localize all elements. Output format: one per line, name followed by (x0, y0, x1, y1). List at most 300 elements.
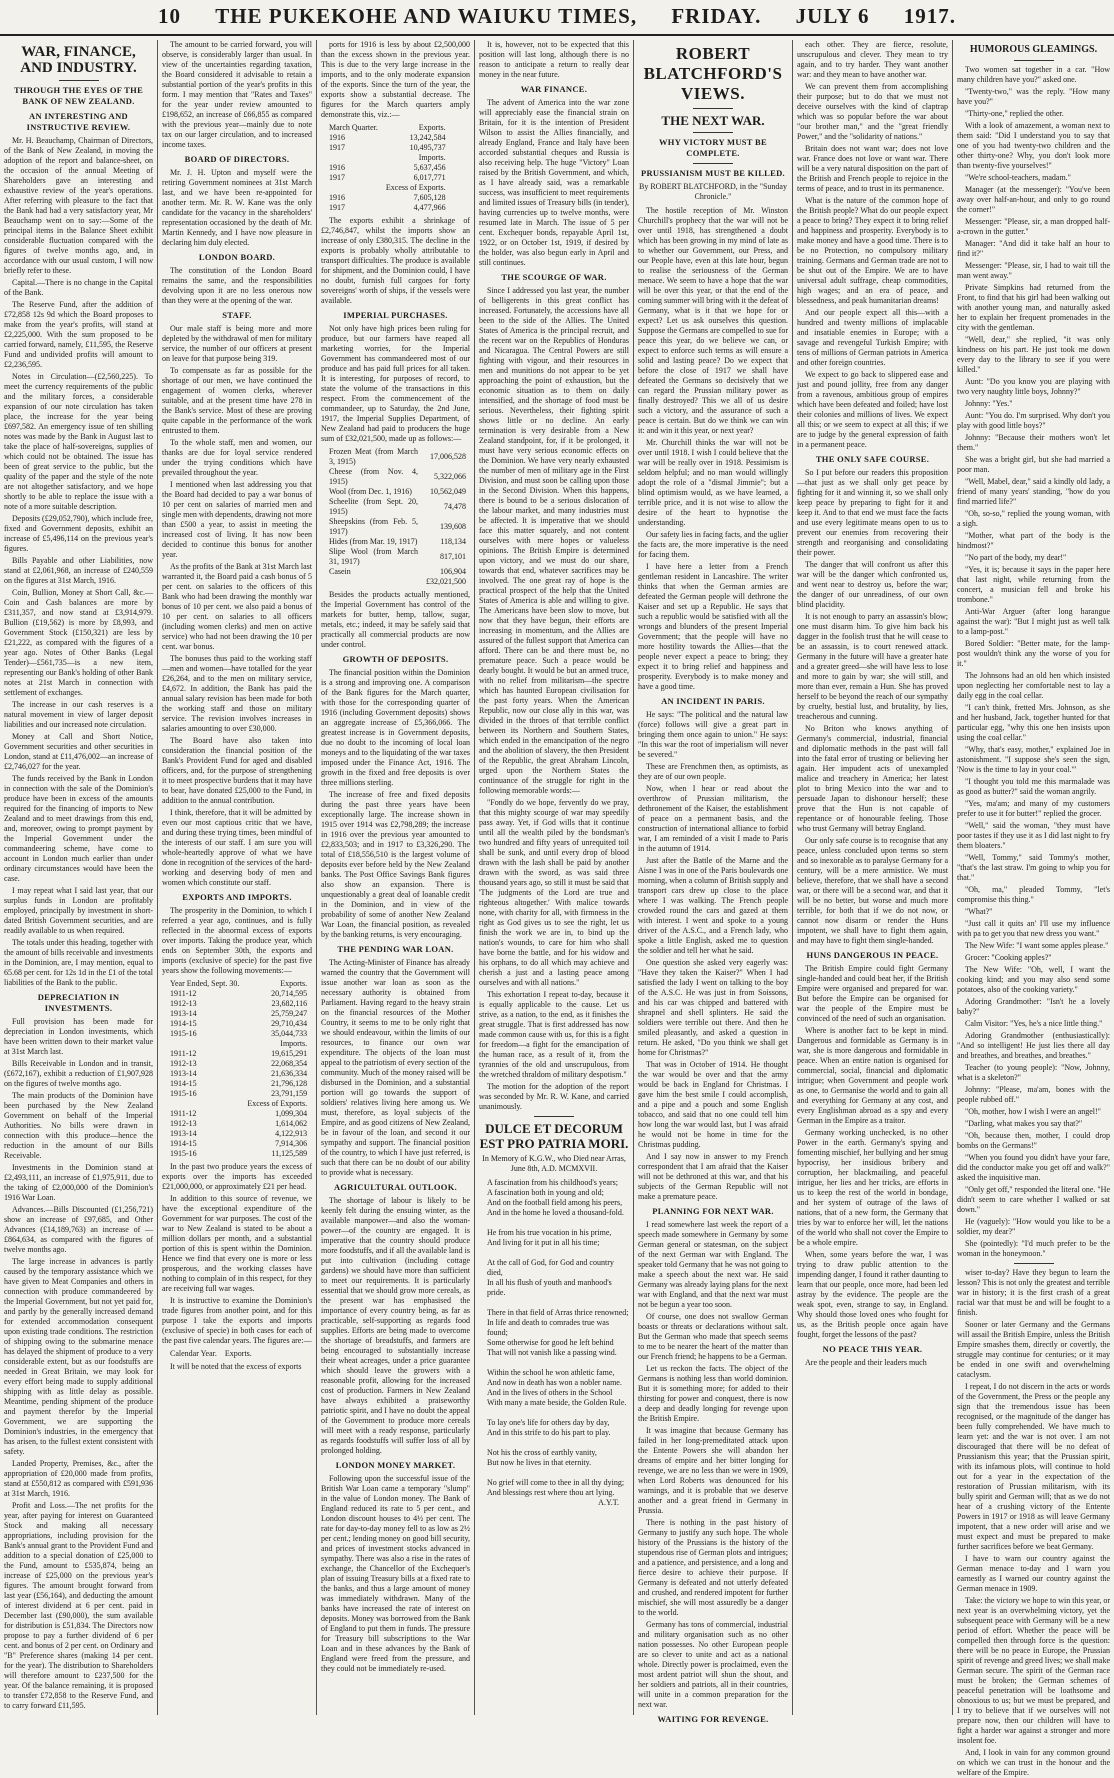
divider (693, 132, 733, 133)
table-header: March Quarter. (329, 123, 378, 132)
table-row (325, 537, 470, 547)
paragraph: The Reserve Fund, after the addition of £72,858 12s 9d which the Board proposes to make from the year's profits, will stand at £2,225,000. With the sum proposed to be carried forward, namely, £11,595, the Reserve Fund and undivided profits will amount to £2,236,595. (4, 300, 153, 369)
table-row (166, 989, 311, 999)
table-cell: 20,714,595 (271, 989, 308, 998)
poem-stanza-break (487, 1408, 629, 1418)
table-cell: 74,478 (444, 502, 466, 511)
paragraph: Landed Property, Premises, &c., after the appropriation of £20,000 made from profits, stand at £550,812 as compared with £591,936 at 31st March, 1916. (4, 1459, 153, 1498)
joke-paragraph: "Oh, ma," pleaded Tommy, "let's compromise this thing." (957, 885, 1110, 904)
paragraph: Coin, Bullion, Money at Short Call, &c.—Coin and Cash balances are more by £311,357, and now stand at £3,914,979. Bullion (£19,562) is more by £8,993, and Government Stock (£150,321) are less by £21,222, as compared with the figures of a year ago. Notes of Other Banks (Legal Tender)—£561,735—is a new item, representing our Bank's holding of other Bank notes at 21st March in connection with settlement of exchanges. (4, 588, 153, 697)
table-row (166, 1059, 311, 1069)
paragraph: Mr. H. Beauchamp, Chairman of Directors, of the Bank of New Zealand, in moving the adoption of the report and balance-sheet, on the occasion of the annual Meeting of Shareholders gave an interesting and exhaustive review of the year's operations. After referring with pleasure to the fact that the Bank had had a very satisfactory year, Mr Beauchamp went on to say:—Some of the principal items in the Balance Sheet exhibit considerable fluctuation compared with the figures of twelve months ago, and, in accordance with our usual custom, I will now briefly refer to these. (4, 136, 153, 275)
paragraph: When, some years before the war, I was trying to draw public attention to the impending danger, I found it rather daunting to learn that our people, once more, had been led astray by the evidence. The people are the weak spot, even, strange to say, in England. Why should those loved ones who fought for us, as the British people once again have fought, forget the lessons of the past? (797, 1250, 948, 1339)
section-heading: NO PEACE THIS YEAR. (822, 1344, 923, 1354)
joke-paragraph: "Why, that's easy, mother," explained Joe in astonishment. "I suppose she's seen the sign, 'Now is the time to lay in your coal.'" (957, 745, 1110, 774)
poem-line: At the call of God, for God and country died, (487, 1258, 614, 1277)
table-cell: 4,477,966 (413, 203, 446, 212)
table-row (325, 133, 450, 143)
section-heading: THE ONLY SAFE COURSE. (815, 454, 930, 464)
joke-paragraph: She (pointedly): "I'd much prefer to be the woman in the honeymoon." (957, 1239, 1110, 1258)
section-heading: PLANNING FOR NEXT WAR. (652, 1206, 774, 1216)
divider (534, 1116, 574, 1117)
paragraph: One question she asked very eagerly was: "Have they taken the Kaiser?" When I had satisfied the lady I went on talking to the boy of the A.S.C. He was just in from Soissons, and his car was chipped and battered with shrapnel and shell splinters. He said the soldiers were terrible out there. And then he smiled pleasantly, and asked a question in return. He asked, "Do you think we shall get home for Christmas?" (638, 958, 788, 1057)
table-row (166, 1089, 311, 1099)
section-heading: AN INCIDENT IN PARIS. (661, 696, 765, 706)
paragraph: Notes in Circulation—(£2,560,225). To meet the currency requirements of the public and the military forces, a considerable expansion of our note circulation has taken place, the increase for the year being £697,582. An emergency issue of ten shilling notes was made by the Bank in August last to take the place of half-sovereigns, supplies of which could not be obtained. The issue has been of great service to the public, but the quality of the paper and the style of the note are not altogether satisfactory, and we hope shortly to be able to replace the issue with a note of a more suitable description. (4, 372, 153, 511)
exports-table (166, 979, 311, 1159)
joke-paragraph: "What?" (965, 907, 993, 916)
subheadline: PRUSSIANISM MUST BE KILLED. (641, 168, 785, 178)
poem-line: No grief will come to thee in all thy dying; (487, 1478, 625, 1487)
section-heading: GROWTH OF DEPOSITS. (342, 654, 449, 664)
paragraph: I read somewhere last week the report of a speech made somewhere in Germany by some German general or statesman, on the subject of the next German war with England. The speaker told Germany that he was not going to make a speech about the next war. He said Germany was already laying plans for the next war with England, and that the next war must not be begun a year too soon. (638, 1220, 788, 1309)
joke-paragraph: "I can't think, fretted Mrs. Johnson, as she and her husband, Jack, together hunted for that particular egg, "why this one hen insists upon using the coal cellar." (957, 703, 1110, 742)
table-header: Excess of Exports. (385, 183, 446, 192)
paragraph: The British Empire could fight Germany single-handed and could beat her, if the British Empire were organised and prepared for war. But before the Empire can be organised for war the people of the Empire must be convinced of the need of such an organisation. (797, 964, 948, 1023)
table-row (325, 163, 450, 173)
joke-paragraph: The New Wife: "I want some apples please." (965, 941, 1109, 950)
table-cell: 1,614,062 (275, 1119, 308, 1128)
joke-paragraph: "Darling, what makes you say that?" (965, 1119, 1083, 1128)
masthead (0, 0, 1114, 36)
table-cell: 1912-13 (170, 1119, 197, 1128)
paragraph: Bills Payable and other Liabilities, now stand at £2,061,968, an increase of £240,559 on the figures at 31st March, 1916. (4, 556, 153, 585)
paragraph: The exports exhibit a shrinkage of £2,746,847, whilst the imports show an increase of only £380,315. The decline in the exports is probably wholly attributable to transport difficulties. The produce is available for shipment, and the Dominion could, I have no doubt, furnish full cargoes for forty sovereigns' worth of ships, if the vessels were available. (321, 216, 470, 305)
paragraph: In addition to this source of revenue, we have the exceptional expenditure of the Government for war purposes. The cost of the war to New Zealand is stated to be about a million dollars per month, and a substantial portion of this is spent within the Dominion. Hence we find that every one is more or less prosperous, and the working classes have nothing to complain of in this respect, for they are receiving full war wages. (162, 1194, 312, 1293)
table-row (325, 567, 470, 577)
joke-paragraph: Grocer: "Cooking apples?" (965, 953, 1052, 962)
poem-stanza-break (487, 1248, 629, 1258)
table-header: Imports. (280, 1039, 308, 1048)
paragraph: The motion for the adoption of the report was seconded by Mr. R. W. Kane, and carried unanimously. (479, 1082, 629, 1111)
paragraph: And our people expect all this—with a hundred and twenty millions of implacable and insatiable enemies in Europe; with a savage and revengeful Turkish Empire; with tens of millions of German patriots in America and other foreign countries. (797, 308, 948, 367)
paragraph: And I say now in answer to my French correspondent that I am afraid that the Kaiser will not be dethroned at this war, and that his subjects of the German Republic will not make a premature peace. (638, 1152, 788, 1201)
poem-stanza-break (487, 1218, 629, 1228)
joke-paragraph: The Johnsons had an old hen which insisted upon neglecting her comfortable nest to lay a daily egg in the coal cellar. (957, 671, 1110, 700)
table-cell: 1914-15 (170, 1019, 197, 1028)
table-cell: 10,495,737 (409, 143, 446, 152)
table-cell: Wool (from Dec. 1, 1916) (329, 487, 412, 496)
table-header: Exports. (224, 1349, 252, 1358)
column-rule (633, 40, 634, 1715)
table-cell: 1915-16 (170, 1089, 197, 1098)
paragraph: These are Frenchmen then, as optimists, as they are of our own people. (638, 762, 788, 781)
headline-blatchford: ROBERT BLATCHFORD'S VIEWS. (643, 44, 783, 103)
column-1 (4, 40, 153, 1715)
poem-line: With many a mate beside, the Golden Rule. (487, 1398, 627, 1407)
paragraph: It will be noted that the excess of exports (170, 1362, 302, 1371)
joke-paragraph: "Just call it quits an' I'll use my influence with pa to get you that new dress you want." (957, 919, 1110, 938)
table-cell: Scheelite (from Sept. 20, 1915) (329, 497, 418, 516)
poem-stanza-break (487, 1298, 629, 1308)
headline-humorous: HUMOROUS GLEAMINGS. (969, 44, 1098, 55)
joke-paragraph: Aunt: "Do you know you are playing with two very naughty little boys, Johnny?" (957, 377, 1110, 396)
column-6 (797, 40, 948, 1715)
section-heading: AGRICULTURAL OUTLOOK. (333, 1182, 458, 1192)
paragraph: Not only have high prices been ruling for produce, but our farmers have reaped all marketing worries, for the Imperial Government has commandeered most of our produce and has paid full prices for all taken. It is interesting, for purposes of record, to state the volume of the transactions in this respect. From the commencement of the commandeer, up to Saturday, the 2nd June, 1917, the Imperial Supplies Department, of New Zealand had paid to producers the huge sum of £32,021,500, made up as follows:— (321, 324, 470, 443)
table-row (166, 1069, 311, 1079)
paragraph: I have here a letter from a French gentleman resident in Lancashire. The writer thinks that when the German armies are defeated the German people will dethrone the Kaiser and set up a Republic. He says that such a republic would be satisfied with all the wrongs and blunders of the present Imperial Government; that the people will have no more hostility towards the Allies—that the people never expect a peace to bring; they expect it to bring relief and happiness and prosperity. Everybody is to make money and have a good time. (638, 562, 788, 691)
paragraph: Since I addressed you last year, the number of belligerents in this great conflict has increased. Fortunately, the accessions have all been to the side of the Allies. The United States of America is the principal recruit, and the recent war on the Republics of Honduras and Nicaragua. The Central Powers are still fighting with vigour, and their resources in men and munitions do not appear to be yet approaching the point of exhaustion, but the economic situation as to them on daily intensified, and the shortage of food must be serious. Nevertheless, their fighting spirit shows little or no decline. An early termination is very desirable from a New Zealand standpoint, for, if it be prolonged, it must have very serious economic effects on the Dominion. We have very nearly exhausted the number of men of military age in the First Division, and must soon be calling upon those in the Second Division. When this happens, there is bound to be a serious dislocation of the labour market, and many industries must be affected. It is imperative that we should face this matter squarely, and not content ourselves with mere hopes or valueless opinions. The British Empire is determined upon victory, and we must do our share, towards that end, whatever sacrifices may be involved. The one great ray of hope is the practical prospect of the help that the United States of America is able and willing to give. The Americans have been slow to move, but now that they have begun, their efforts are increasing in momentum, and the Allies are assured of the fullest support that America can afford. There can be and there must be, no premature peace. Such a peace would be dearly bought. It would be but an armed truce, with no relief from militarism—the spectre which has haunted European civilisation for the past forty years. When the American Republic, now our close ally in this war, was divided in the throes of that terrible conflict between its Northern and Southern States, which ended in the emancipation of the negro and the abolition of slavery, the then President of the Republic, the great Abraham Lincoln, urged upon the Northern States the continuance of the struggle for right in the following memorable words:— (479, 286, 629, 795)
table-cell: 1914-15 (170, 1139, 197, 1148)
paragraph: I have to warn our country against the German menace to-day and I warn you earnestly as I warned our country against the German menace in 1909. (957, 1554, 1110, 1593)
divider (693, 163, 733, 164)
table-cell: Sheepskins (from Feb. 5, 1917) (329, 517, 418, 536)
joke-paragraph: Manager (at the messenger): "You've been away over half-an-hour, and only to go round the corner!" (957, 185, 1110, 214)
table-row (325, 487, 470, 497)
joke-paragraph: "Oh, so-so," replied the young woman, with a sigh. (957, 509, 1110, 528)
joke-paragraph: "Well," said the woman, "they must have poor tastes if they use it as I did last night to fry them bloaters." (957, 821, 1110, 850)
joke-paragraph: Johnny: "Yes." (965, 399, 1013, 408)
joke-paragraph: Teacher (to young people): "Now, Johnny, what is a skeleton?" (957, 1063, 1110, 1082)
section-heading: IMPERIAL PURCHASES. (343, 310, 448, 320)
table-cell: 1911-12 (170, 1109, 197, 1118)
column-5 (638, 40, 788, 1724)
joke-paragraph: Johnny: "Because their mothers won't let them." (957, 433, 1110, 452)
paragraph: And, I look in vain for any common ground on which we can trust in the honour and the welfare of the Empire. (957, 1748, 1110, 1777)
table-row (325, 547, 470, 567)
table-row (325, 517, 470, 537)
table-row (166, 1019, 311, 1029)
table-row (166, 1129, 311, 1139)
column-rule (316, 40, 317, 1715)
paragraph: Take: the victory we hope to win this year, or next year is an overwhelming victory, yet the subsequent peace with Germany will be a new period of effort. Whether the peace will be compelled then through force is the question: there will be no peace in Europe, the Prussian spirit of revenge and greed lives; we shall make German secure. The spirit of the German race must be broken; the German schemes of peaceful penetration will be loathsome and obnoxious to us; but we must be prepared, and I try to believe that if we ourselves will not prepare now, then our children will have to fight a harder war against a stronger and more insolent foe. (957, 1596, 1110, 1745)
poem-line: And in the lives of others in the School (487, 1388, 613, 1397)
table-cell: 29,710,434 (271, 1019, 308, 1028)
paragraph: The Board have also taken into consideration the financial position of the Bank's Provident Fund for aged and disabled officers, and, for the purpose of strengthening it to meet prospective burdens that it may have to bear, have donated £25,000 to the Fund, in addition to the annual contribution. (162, 736, 312, 805)
byline: By ROBERT BLATCHFORD, in the "Sunday Chronicle." (639, 182, 787, 201)
table-cell: 1913-14 (170, 1069, 197, 1078)
joke-paragraph: Anti-War Arguer (after long harangue against the war): "But I might just as well talk to a lamp-post." (957, 607, 1110, 636)
poem-line: There in that field of Arras thrice renowned; (487, 1308, 629, 1317)
paragraph: He says: "The political and the natural law (force) follows will give a great part in bringing them once again to union." He says: "In this war the root of imperialism will never be severed." (638, 710, 788, 759)
joke-paragraph: "We're school-teachers, madam." (965, 173, 1071, 182)
poem-signature: A.Y.T. (598, 1498, 619, 1507)
table-cell: Slipe Wool (from March 31, 1917) (329, 547, 418, 566)
paragraph: "Fondly do we hope, fervently do we pray, that this mighty scourge of war may speedily pass away. Yet, if God wills that it continue until all the wealth piled by the bondsman's two hundred and fifty years of unrequited toil shall be sunk, and until every drop of blood drawn with the lash shall be paid by another drawn with the sword, as was said three thousand years ago, so still it must be said that 'The judgments of the Lord are true and righteous altogether.' With malice towards none, with charity for all, with firmness in the right as God gives us to see the right, let us finish the work we are in, to bind up the nation's wounds, to care for him who shall have borne the battle, and for his widow and his orphans, to do all which may achieve and cherish a just and a lasting peace among ourselves and with all nations." (479, 798, 629, 987)
paragraph: Just after the Battle of the Marne and the Aisne I was in one of the Paris boulevards one morning, when a column of British supply and transport cars drew up close to the place where I was walking. The French people crowded round the cars and gazed at them with interest. I went and spoke to a young driver of the A.S.C., and a French lady, who spoke a little English, asked me to question the soldier and tell her what he said. (638, 856, 788, 955)
joke-paragraph: With a look of amazement, a woman next to them said: "Did I understand you to say that one of you had twenty-two children and the other thirty-one? Why, you don't look more than twenty-five yourselves!" (957, 121, 1110, 170)
paragraph: The large increase in advances is partly caused by the temporary assistance which we have given to Meat Companies and others in connection with produce commandeered by the Imperial Government, but not yet paid for, and partly by the generally increased demand for extended accommodation consequent upon existing trade conditions. The restriction of shipping owing to the submarine menace has delayed the shipment of produce to a very considerable extent, but as our foodstuffs are needed in Great Britain, we may look for every effort being made to supply additional shipping with as little delay as possible. Meantime, pending shipment of the produce and payment therefor by the Imperial Government, we are supporting the Dominion's industries, in the emergency that has arisen, to the fullest extent consistent with safety. (4, 1257, 153, 1456)
paragraph: ports for 1916 is less by about £2,500,000 than the excess shown in the previous year. This is due to the very large increase in the imports, and to the only moderate expansion of the exports. Since the turn of the year, the exports show a substantial decrease. The figures for the March quarters amply demonstrate this, viz.:— (321, 40, 470, 119)
paragraph: The amount to be carried forward, you will observe, is considerably larger than usual. In view of the uncertainties regarding taxation, the Board considered it advisable to retain a substantial portion of the year's profits in this form. I may mention that "Rates and Taxes" for the year under review amounted to £198,652, an increase of £66,855 as compared with the previous year—mainly due to note tax on our larger circulation, and to increased income taxes. (162, 40, 312, 149)
table-row (325, 447, 470, 467)
paragraph: Investments in the Dominion stand at £2,493,111, an increase of £1,975,911, due to the taking of £2,000,000 of the Dominion's 1916 War Loan. (4, 1163, 153, 1202)
table-cell: 35,044,733 (271, 1029, 308, 1038)
joke-paragraph: "Well, dear," she replied, "it was only kindness on his part. He just took me down every day to the library to see if you were killed." (957, 335, 1110, 374)
poem-line: And in this strife to do his part to play. (487, 1428, 611, 1437)
poem-line: In life and death to comrades true was found; (487, 1318, 609, 1337)
paragraph: Profit and Loss.—The net profits for the year, after paying for interest on Guaranteed Stock and making all necessary appropriations, including provision for the Bank's annual grant to the Provident Fund and addition to a special donation of £25,000 to the Fund, amount to £535,874, being an increase of £25,000 on the previous year's figures. The amount brought forward from last year (£56,164), and deducting the amount of interest dividend at 6 per cent. paid in December last (£90,000), the sum available for distribution is £51,834. The Directors now propose to pay a further dividend of 6 per cent. and bonus of 2 per cent. on Ordinary and "B" Preference shares (making 14 per cent. for the year). The distribution to Shareholders will therefore amount to £237,500 for the year. Of the balance remaining, it is proposed to transfer £72,858 to the Reserve Fund, and to carry forward £11,595. (4, 1501, 153, 1710)
table-row (166, 1119, 311, 1129)
calendar-exports-table (166, 1349, 256, 1359)
subheadline: WHY VICTORY MUST BE COMPLETE. (659, 137, 767, 158)
joke-paragraph: "I thought you told me this marmalade was as good as butter?" said the woman angrily. (957, 777, 1110, 796)
paragraph: We can prevent them from accomplishing their purpose; but to do that we must not deceive ourselves with the kind of claptrap which was so popular before the war about "our brother man," and the "great friendly Power," and the "solidarity of nations." (797, 82, 948, 141)
page-number: 10 (157, 4, 181, 28)
table-cell: 1916 (329, 193, 345, 202)
subheadline: AN INTERESTING AND INSTRUCTIVE REVIEW. (26, 111, 131, 132)
paragraph: Mr. Churchill thinks the war will not be over until 1918. I wish I could believe that the war will be really over in 1918. Pessimism is seldom helpful; and no man would willingly adopt the role of a "dismal Jimmie"; but a blind optimism would, as we have learned, a terrible price, and it is not wise to allow the desire of the heart to hypnotise the understanding. (638, 438, 788, 527)
paragraph: The hostile reception of Mr. Winston Churchill's prophecy that the war will not be over until 1918, has strengthened a doubt which has been growing in my mind of late as to whether our Government, our Press, and our People have, even at this late hour, begun to realise the seriousness of the German menace. We seem to have a hope that the war will be over this year, or that the end of the coming summer will bring with it the defeat of Germany, what is it that we hope for or expect? Let us ask ourselves this question. Suppose the Germans are compelled to sue for peace this year, do we believe we can, or expect to enforce such terms as will ensure a solid and lasting peace? Do we expect that before the close of 1917 we shall have defeated the Germans so decisively that we can regard the Prussian military power as finally destroyed? This we all of us desire such a victory, and the assurance of such a peace is certain. But do we think we can win it: and win it this year, or next year? (638, 206, 788, 435)
section-heading: EXPORTS AND IMPORTS. (182, 892, 292, 902)
paragraph: The prosperity in the Dominion, to which I referred a year ago, continues, and is fully reflected in the abnormal excess of exports over imports. Taking the produce year, which ends on September 30th, the exports and imports (exclusive of specie) for the past five years show the following movements:— (162, 906, 312, 975)
table-cell: 1913-14 (170, 1129, 197, 1138)
table-cell: Hides (from Mar. 19, 1917) (329, 537, 418, 546)
paragraph: The funds received by the Bank in London in connection with the sale of the Dominion's produce have been in excess of the amounts required for the financing of imports to New Zealand and to meet drawings from this end, and, moreover, owing to prompt payment by the Imperial Government under the commandeering scheme, have come to account in London much earlier than under ordinary circumstances would have been the case. (4, 774, 153, 883)
poem-line: Some otherwise for good he left behind (487, 1338, 614, 1347)
table-cell: 17,006,528 (430, 452, 466, 461)
poem-line: He from his true vocation in his prime, (487, 1228, 612, 1237)
joke-paragraph: "Only get off," responded the literal one. "He didn't seem to care whether I walked or sat down." (957, 1185, 1110, 1214)
poem-line: Not his the cross of earthly vanity, (487, 1448, 597, 1457)
paragraph: Capital.—There is no change in the Capital of the Bank. (4, 278, 153, 297)
table-cell: 1911-12 (170, 1049, 197, 1058)
paragraph: The financial position within the Dominion is a strong and improving one. A comparison of the Bank figures for the March quarter, with those for the corresponding quarter of 1916 (including Government deposits) shows an aggregate increase of £5,366,066. The greatest increase is in Government deposits, due no doubt to the incoming of local loan moneys and to the liquidating of the war taxes imposed under the Finance Act, 1916. The growth in the fixed and free deposits is over three millions sterling. (321, 668, 470, 787)
joke-paragraph: The New Wife: "Oh, well, I want the cooking kind; and you may also send some potatoes, also of the cooking variety." (957, 965, 1110, 994)
paragraph: The increase of free and fixed deposits during the past three years have been exceptionally large. The increase shown in 1915 over 1914 was £2,798,289; the increase in 1916 over the previous year amounted to £2,833,503; and in 1917 to £3,326,290. The total of £18,556,510 is the largest volume of deposits ever before held by the New Zealand banks. The Post Office Savings Bank figures also show an expansion. There is unquestionably a great deal of loanable credit in the Dominion, and in view of the probability of some of another New Zealand War Loan, the financial position, as revealed by the banking returns, is very encouraging. (321, 790, 470, 939)
march-quarter-table (325, 123, 450, 213)
paragraph: each other. They are fierce, resolute, unscrupulous and clever. They mean to try again, and to try harder. They want another war: and they mean to have another war. (797, 40, 948, 79)
table-cell: 817,101 (440, 552, 466, 561)
paragraph: Following upon the successful issue of the British War Loan came a temporary "slump" in the value of London money. The Bank of England reduced its rate to 5 per cent., and London discount houses to 4½ per cent. The rate for day-to-day money fell to as low as 2½ per cent.; lending money on good bill security, and prices of investment stocks advanced in sympathy. There was also a rise in the rates of exchange, the Chancellor of the Exchequer's plan of issuing Treasury bills at a fixed rate to the banks, and thus a large amount of money was immediately withdrawn. Many of the banks have increased the rate of interest on deposits. Money was borrowed from the Bank of England to put them in funds. The pressure for Treasury bill subscriptions to the War Loan and in these advances by the Bank of England were freed from the pressure, and they could not be immediately re-used. (321, 1474, 471, 1673)
poem-line: A fascination from his childhood's years; (487, 1178, 618, 1187)
purchases-table (325, 447, 470, 587)
table-cell: 19,615,291 (271, 1049, 308, 1058)
paragraph: I think, therefore, that it will be admitted by even our most captious critic that we have, and during these trying times, been mindful of the interests of our staff. I am sure you will whole-heartedly approve of what we have done in recognition of the services of the hard-working and deserving body of men and women which constitute our staff. (162, 808, 312, 887)
joke-paragraph: Manager: "And did it take half an hour to find it?" (957, 239, 1110, 258)
section-heading: STAFF. (222, 310, 252, 320)
table-cell: 7,914,306 (275, 1139, 308, 1148)
table-cell: 106,904 (440, 567, 466, 576)
paragraph: The shortage of labour is likely to be keenly felt during the ensuing winter, as the available manpower—and also the woman-power—of the country are engaged. It is imperative that the country should produce more foodstuffs, and if all the available land is put into cultivation (including cottage gardens) we should have more than sufficient to meet our requirements. It is particularly essential that we should grow more cereals, as the present war has emphasised the importance of every country being, as far as practicable, self-supporting as regards food supplies. Efforts are being made to overcome the shortage of breadstuffs, and farmers are being encouraged to substantially increase their wheat acreages, under a price guarantee which should leave the growers with a reasonable profit, allowing for the increased cost of production. Farmers in New Zealand have always exhibited a praiseworthy patriotic spirit, and I have no doubt the appeal of the Government to produce more cereals will meet with a ready response, particularly as regards foodstuffs will suffer loss of all by prolonged holding. (321, 1196, 470, 1455)
divider (1014, 60, 1054, 61)
paragraph: Money at Call and Short Notice, Government securities and other securities in London, stand at £11,476,002—an increase of £2,746,027 for the year. (4, 732, 153, 771)
poem-stanza-break (487, 1438, 629, 1448)
joke-paragraph: Messenger: "Please, sir, I had to wait till the man went away." (957, 261, 1110, 280)
table-row (166, 999, 311, 1009)
table-cell: Frozen Meat (from March 3, 1915) (329, 447, 418, 466)
column-3 (321, 40, 470, 1715)
table-cell: 1917 (329, 143, 345, 152)
table-cell: 25,759,247 (271, 1009, 308, 1018)
joke-paragraph: "Oh, because then, mother, I could drop bombs on the Germans!" (957, 1131, 1110, 1150)
paragraph: Besides the products actually mentioned, the Imperial Government has control of the markets for butter, hemp, tallow, sugar, metals, etc.; indeed, it may be safely said that practically all commercial products are now under control. (321, 590, 470, 649)
joke-paragraph: He (vaguely): "How would you like to be a soldier, my dear?" (957, 1217, 1110, 1236)
section-heading: LONDON BOARD. (198, 252, 276, 262)
section-heading: DEPRECIATION IN INVESTMENTS. (37, 992, 120, 1013)
paragraph: The increase in our cash reserves is a natural movement in view of larger deposit liabilities and our increased note circulation. (4, 700, 153, 729)
section-heading: THE PENDING WAR LOAN. (337, 944, 454, 954)
table-cell: 5,322,066 (434, 472, 466, 481)
paragraph: I mentioned when last addressing you that the Board had decided to pay a war bonus of 10 per cent on salaries of married men and single men with dependents, drawing not more than £500 a year, to assist in meeting the increased cost of living. It has now been decided to continue this bonus for another year. (162, 480, 312, 559)
section-heading: WAITING FOR REVENGE. (657, 1714, 769, 1724)
paragraph: Our male staff is being more and more depleted by the withdrawal of men for military service, the number of our officers at present on leave for that purpose being 319. (162, 324, 312, 363)
paragraph: The constitution of the London Board remains the same, and the responsibilities devolving upon it are no less onerous now than they were at the opening of the war. (162, 266, 312, 305)
paragraph: Are the people and their leaders much (805, 1358, 927, 1367)
paragraph: To the whole staff, men and women, our thanks are due for loyal service rendered under the trying conditions which have prevailed throughout the year. (162, 438, 312, 477)
joke-paragraph: Messenger: "Please, sir, a man dropped half-a-crown in the gutter." (957, 217, 1110, 236)
poem-line: Within the school he won athletic fame, (487, 1368, 615, 1377)
poem-line: And in the home he loved a thousand-fold. (487, 1208, 624, 1217)
paragraph: As the profits of the Bank at 31st March last warranted it, the Board paid a cash bonus of 5 per cent. on salaries to the officers of this Bank who had been drawing the monthly war bonus of 10 per cent. we also paid a bonus of 10 per cent. on salaries to all officers (including women clerks) and men on active service) who had not been drawing the 10 per cent. war bonus. (162, 562, 312, 651)
joke-paragraph: "Well, Tommy," said Tommy's mother, "that's the last straw. I'm going to whip you for that." (957, 853, 1110, 882)
column-rule (157, 40, 158, 1715)
table-cell: 1916 (329, 163, 345, 172)
paragraph: Germany working unchecked, is no other Power in the earth. Germany's spying and fomenting mischief, her bullying and her smug hypocrisy, her insidious bribery and corruption, her blackmailing, and peaceful intrigue, her lies and her tricks, are efforts in us to keep the rest of the world in bondage, and her system of outrage of the laws of nations, that of a new form, the Germany that tries by war to enforce her will, let the nations of the world who shall not cover the Empire to be a whole empire. (797, 1128, 948, 1247)
divider (693, 108, 733, 109)
table-header: Excess of Exports. (247, 1099, 308, 1108)
paragraph: Germany has tons of commercial, industrial and military organisation such as no other nation possesses. No other European people are so clever to unite and act as a national whole. Directly power is proclaimed, even the most ardent patriot will shun the shout, and her soldiers and patriots, all in their countries, will unite in a common preparation for the next war. (638, 1620, 788, 1709)
table-cell: 7,605,128 (413, 193, 446, 202)
paragraph: I repeat, I do not discern in the acts or words of the Government, the Press or the people any sign that the tremendous issue has been recognised, or the magnitude of the danger has been fully comprehended. We have much to learn yet: and the war is not over. I am not discouraged that there will be no defeat of Prussianism this year; that the Prussian spirit, with its infamous plots, will continue to hold out for a year in the expectation of the restoration of Prussian militarism, with its bully spirit and German will; that as we do not hear of a crushing victory of the Entente Powers in 1917 or 1918 as will leave Germany impotent, that a new order will arise and we must expect and must be prepared to make further sacrifices before we beat Germany. (957, 1382, 1110, 1551)
table-row (325, 577, 470, 587)
paragraph: The bonuses thus paid to the working staff—men and women—have totalled for the year £26,264, and to the men on military service, £4,672. In addition, the Bank has paid the annual salary revision has been made for both the working staff and those on military service. The revision involves increases in salaries amounting to over £30,000. (162, 654, 312, 733)
paragraph: Britain does not want war; does not love war. France does not love or want war. There will be a very natural disposition on the part of the British and French people to rejoice in the terms of peace, and to trust in its permanence. (797, 144, 948, 193)
table-row (166, 1049, 311, 1059)
joke-paragraph: She was a bright girl, but she had married a poor man. (957, 455, 1110, 474)
joke-paragraph: "When you found you didn't have your fare, did the conductor make you get off and walk?" asked the inquisitive man. (957, 1153, 1110, 1182)
paragraph: That was in October of 1914. He thought the war would be over and that the army would be back in England for Christmas. I gave him the best smile I could accomplish, and a pipe and a pouch and some English tobacco, and said that no one could tell him how long the war would last, but I was afraid he would not be home in time for the Christmas pudding. (638, 1060, 788, 1149)
table-cell: 21,796,128 (271, 1079, 308, 1088)
joke-paragraph: Two women sat together in a car. "How many children have you?" asked one. (957, 65, 1110, 84)
paragraph: Now, when I hear or read about the overthrow of Prussian militarism, the dethronement of the Kaiser, the establishment of peace on a permanent basis, and the construction of international alliance to forbid war, I am reminded of a visit I made to Paris in the autumn of 1914. (638, 784, 788, 853)
masthead-day: FRIDAY. (671, 4, 762, 28)
table-row (325, 203, 450, 213)
paragraph: The Acting-Minister of Finance has already warned the country that the Government will issue another war loan as soon as the necessary authority is obtained from Parliament. Having regard to the heavy strain on the financial resources of the Mother Country, it seems to me to be only right that we should endeavour, within the limits of our resources, to finance our own war expenditure. The objects of the loan must appeal to the patriotism of every section of the community. Much of the money raised will be disbursed in the Dominion, and a substantial portion will go towards the support of soldiers' relatives living here among us. We must, therefore, as loyal subjects of the Empire, and as good citizens of New Zealand, be in favour of the loan, and second it our sympathy and support. The financial position of the country, to which I have just referred, is such that there can be no doubt of our ability to provide what is necessary. (321, 958, 470, 1177)
paragraph: There is nothing in the past history of Germany to justify any such hope. The whole history of the Prussians is the history of the stupendous rise of German plots and intrigues; and a patience, and persistence, and a long and fierce desire to achieve their purpose. If Germany is defeated and not utterly defeated and crushed, and rendered impotent for further mischief, she will most assuredly be a danger to the world. (638, 1518, 788, 1617)
table-cell: 4,122,913 (275, 1129, 308, 1138)
table-cell: 1911-12 (170, 989, 197, 998)
poem-line: And blessings rest where thou art lying. (487, 1488, 615, 1497)
poem-dedication: In Memory of K.G.W., who Died near Arras, June 8th, A.D. MCMXVII. (482, 1154, 626, 1173)
poem-line: And now in death has won a nobler name. (487, 1378, 622, 1387)
table-row (166, 1079, 311, 1089)
table-cell: Cheese (from Nov. 4, 1915) (329, 467, 418, 486)
joke-paragraph: Private Simpkins had returned from the Front, to find that his girl had been walking out with another young man, and naturally asked her to explain her frequent promenades in the city with the gentleman. (957, 283, 1110, 332)
table-cell: 1914-15 (170, 1079, 197, 1088)
section-heading: THE SCOURGE OF WAR. (501, 272, 607, 282)
joke-paragraph: "Twenty-two," was the reply. "How many have you?" (957, 87, 1110, 106)
table-cell: 118,134 (440, 537, 466, 546)
divider (1014, 1263, 1054, 1264)
table-cell: 1913-14 (170, 1009, 197, 1018)
table-header: Year Ended, Sept. 30. (170, 979, 240, 988)
table-cell: 1915-16 (170, 1029, 197, 1038)
poem-line: And living for it put in all his time; (487, 1238, 600, 1247)
poem-line: In all his flush of youth and manhood's pride. (487, 1278, 612, 1297)
joke-paragraph: Adoring Grandmother: "Isn't he a lovely baby?" (957, 997, 1110, 1016)
table-row (166, 1139, 311, 1149)
column-rule (474, 40, 475, 1715)
table-cell: 23,682,116 (271, 999, 308, 1008)
table-cell: 1,099,304 (275, 1109, 308, 1118)
paragraph: Full provision has been made for depreciation in London investments, which have been written down to their market value at 31st March last. (4, 1017, 153, 1056)
paragraph: Let us reckon the facts. The object of the Germans is nothing less than world dominion. But it is something more; for added to their thirsting for power and conquest, there is now a deep and deadly longing for revenge upon the British Empire. (638, 1364, 788, 1423)
table-row (166, 1149, 311, 1159)
paragraph: To compensate as far as possible for the shortage of our men, we have continued the engagement of women clerks, wherever suitable, and at the present time have 278 in the Bank's service. Most of these are proving quite capable in the performance of the work entrusted to them. (162, 366, 312, 435)
column-2 (162, 40, 312, 1715)
headline-war-finance: WAR, FINANCE, AND INDUSTRY. (20, 44, 137, 76)
paragraph: I may repeat what I said last year, that our surplus funds in London are profitably employed, principally by investment in short-dated British Government securities, and are readily available to us when required. (4, 886, 153, 935)
paragraph: Where is another fact to be kept in mind. Dangerous and formidable as Germany is in war, she is more dangerous and formidable in peace. When an entire nation is organised for commercial, social, financial and diplomatic intrigue; when Government and people work as one, to Germanise the world and to gain all and everything for Germany at any cost, and every Englishman abroad as a spy and every German in the Empire as a traitor. (797, 1026, 948, 1125)
paragraph: What is the nature of the common hope of the British people? What do our people expect a peace to bring? They expect it to bring relief and happiness and prosperity. Everybody is to make money and have a good time. There is to be no Protection, no compulsory military training. Germans and German trade are not to be shut out of the Empire. We are to have universal adult suffrage, cheap commodities, high wages; and an era of peace, and blessedness, and peak humanitarian dreams! (797, 196, 948, 305)
poem-line: That will not vanish like a passing wind. (487, 1348, 617, 1357)
poem-line: But now he lives in that eternity. (487, 1458, 592, 1467)
poem-stanza-break (487, 1468, 629, 1478)
poem-title: DULCE ET DECORUM EST PRO PATRIA MORI. (479, 1121, 629, 1151)
table-cell: 1912-13 (170, 1059, 197, 1068)
column-4 (479, 40, 629, 1715)
masthead-title-line (0, 4, 1114, 29)
paragraph: The danger that will confront us after this war will be the danger which confronted us, and went near to destroy us, before the war; the danger of our unreadiness, of our own blind placidity. (797, 560, 948, 609)
table-header: Calendar Year. (170, 1349, 217, 1358)
table-row (166, 1009, 311, 1019)
joke-paragraph: "Yes, ma'am; and many of my customers prefer to use it for butter!" replied the grocer. (957, 799, 1110, 818)
table-cell: 13,242,584 (409, 133, 446, 142)
masthead-year: 1917. (903, 4, 957, 28)
column-7 (957, 40, 1110, 1777)
table-row (325, 173, 450, 183)
joke-paragraph: Adoring Grandmother (enthusiastically): "And so intelligent! He just lies there all day and breathes, and breathes, and breathes." (957, 1031, 1110, 1060)
table-row (325, 497, 470, 517)
joke-paragraph: "Yes, it is; because it says in the paper here that last night, while returning from the concert, a musician fell and broke his trombone." (957, 565, 1110, 604)
paragraph: wiser to-day? Have they begun to learn the lesson? This is not only the greatest and terrible war in history; it is the first crash of a great racial war that must be and will be fought to a finish. (957, 1268, 1110, 1317)
joke-paragraph: "Well, Mabel, dear," said a kindly old lady, a friend of many years' standing, "how do you find married life?" (957, 477, 1110, 506)
paragraph: Of course, one does not swallow German boasts or threats or declarations without salt. But the German who made that speech seems to me to be nearer the heart of the matter than our French friend; he happens to be a German. (638, 1312, 788, 1361)
section-heading: WAR FINANCE. (520, 84, 588, 94)
paragraph: The advent of America into the war zone will appreciably ease the financial strain on Britain, for it is the intention of President Wilson to assist the Allies financially, and already England, France and Italy have been accorded substantial cheques and Russia is also receiving help. The huge "Victory" Loan raised by the British Government, and which, as I have already said, was a remarkable success, was insufficient to meet requirements and limited issues of Treasury bills (in tender), having currencies up to twelve months, were resumed late in March. The issue of 5 per cent. Exchequer bonds, repayable April 1st, 1922, or on October 1st, 1919, if desired by the holder, was also begun early in April and still continues. (479, 98, 629, 267)
paragraph: It is instructive to examine the Dominion's trade figures from another point, and for this purpose I take the exports and imports (exclusive of specie) in both cases for each of the past five calendar years. The figures are:— (162, 1296, 312, 1345)
poem-stanza-break (487, 1358, 629, 1368)
table-cell: Casein (329, 567, 351, 576)
table-row (166, 1029, 311, 1039)
joke-paragraph: Calm Visitor: "Yes, he's a nice little thing." (965, 1019, 1103, 1028)
table-cell: 21,636,334 (271, 1069, 308, 1078)
divider (59, 80, 99, 81)
paragraph: Sooner or later Germany and the Germans will assail the British Empire, unless the British Empire smashes them, directly or covertly, the struggle may continue for centuries; or it may be ended in one swift and overwhelming cataclysm. (957, 1320, 1110, 1379)
table-cell: 139,608 (440, 522, 466, 531)
table-row (325, 193, 450, 203)
table-cell: 11,125,589 (271, 1149, 308, 1158)
paragraph: Our safety lies in facing facts, and the uglier the facts are, the more imperative is the need for facing them. (638, 530, 788, 559)
paragraph: The main products of the Dominion have been purchased by the New Zealand Government on behalf of the Imperial Authorities. No bills were drawn in connection with this produce—hence the reduction in the amount of our Bills Receivable. (4, 1091, 153, 1160)
paragraph: We expect to go back to slippered ease and just and pound jollity, free from any danger from a ravenous, ambitious group of empires which have been defeated and foiled; have lost their colonies and millions of lives. We expect all this; or we seem to expect at all this; if we are to judge by the general expression of faith in a permanent peace. (797, 370, 948, 449)
table-cell: 1915-16 (170, 1149, 197, 1158)
paragraph: It is, however, not to be expected that this position will last long, although there is no reason to anticipate a return to really dear money in the near future. (479, 40, 629, 79)
joke-paragraph: "Oh, mother, how I wish I were an angel!" (965, 1107, 1101, 1116)
table-cell: 10,562,049 (430, 487, 466, 496)
table-row (325, 143, 450, 153)
table-header: Exports. (280, 979, 308, 988)
section-heading: LONDON MONEY MARKET. (335, 1460, 456, 1470)
joke-paragraph: "No part of the body, my dear!" (965, 553, 1067, 562)
column-rule (792, 40, 793, 1715)
paragraph: It was imagine that because Germany has failed in her long-premeditated attack upon the Entente Powers she will abandon her dreams of empire and her bitter longing for revenge, we are no less than we were in 1909, when Lord Roberts was denounced for his warnings, and it is probable that we deserve another and a great friend in Germany in Prussia. (638, 1426, 788, 1515)
table-cell: 1917 (329, 203, 345, 212)
joke-paragraph: "Thirty-one," replied the other. (965, 109, 1064, 118)
paragraph: In the past two produce years the excess of exports over the imports has exceeded £21,000,000, or approximately £21 per head. (162, 1162, 312, 1191)
paragraph: Bills Receivable in London and in transit, (£672,167), exhibit a reduction of £1,907,928 on the figures of twelve months ago. (4, 1059, 153, 1088)
table-cell: 1912-13 (170, 999, 197, 1008)
subheadline: THROUGH THE EYES OF THE BANK OF NEW ZEALAND. (13, 85, 144, 106)
table-cell: 22,068,354 (271, 1059, 308, 1068)
paragraph: It is not enough to parry an assassin's blow; one must disarm him. To give him back his dagger in the foolish trust that he will cease to be an assassin, is to court renewed attack. Germany in the future will have a greater hate and a greater greed—she will have less to lose and more to gain by war; she will still, and more than ever, remain a Hun. She has proved herself to be beyond the reach of our sympathy by cruelty, bestial lust, and brutality, by lies, treacherous and cunning. (797, 612, 948, 721)
joke-paragraph: Johnny: "Please, ma'am, bones with the people rubbed off." (957, 1085, 1110, 1104)
masthead-date: JULY 6 (795, 4, 870, 28)
paragraph: Advances.—Bills Discounted (£1,256,721) show an increase of £97,685, and Other Advances (£14,189,763) an increase of —£864,634, as compared with the figures of twelve months ago. (4, 1205, 153, 1254)
table-cell: 1916 (329, 133, 345, 142)
